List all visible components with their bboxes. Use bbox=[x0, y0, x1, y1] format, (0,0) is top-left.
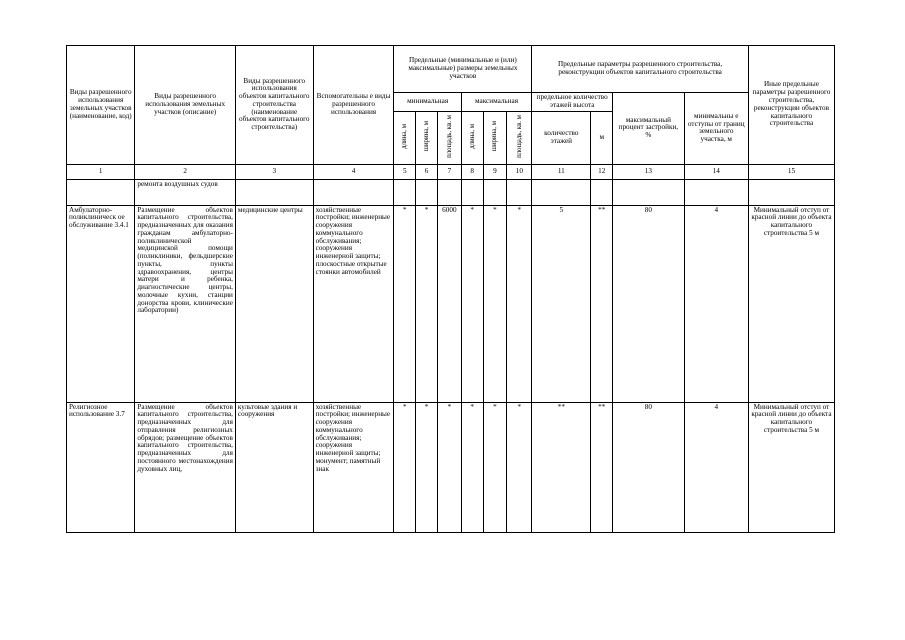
header-minimal: минимальная bbox=[394, 93, 461, 112]
col-number: 4 bbox=[313, 164, 394, 179]
cell-capital-objects bbox=[235, 179, 313, 205]
cell-other-params: Минимальный отступ от красной линии до объекта капитального строительства 5 м bbox=[748, 402, 834, 532]
header-group-sizes: Предельные (минимальные и (или) максимальные) размеры земельных участков bbox=[394, 46, 532, 93]
cell-max-width bbox=[483, 179, 507, 205]
header-group-params: Предельные параметры разрешенного строительства, реконструкции объектов капитального строительства bbox=[532, 46, 749, 93]
header-max-width: ширина, м bbox=[483, 111, 507, 164]
cell-capital-objects: культовые здания и сооружения bbox=[235, 402, 313, 532]
col-number: 13 bbox=[613, 164, 685, 179]
cell-min-length bbox=[394, 179, 416, 205]
header-row-1 bbox=[67, 46, 835, 93]
cell-floors: 5 bbox=[532, 205, 591, 402]
cell-max-percent: 80 bbox=[613, 402, 685, 532]
col-number: 7 bbox=[437, 164, 461, 179]
cell-max-length: * bbox=[461, 205, 483, 402]
cell-use-code: Амбулаторно-поликлиническ ое обслуживание 3.4.1 bbox=[67, 205, 135, 402]
col-number: 8 bbox=[461, 164, 483, 179]
cell-min-setback: 4 bbox=[684, 205, 748, 402]
header-floors: количество этажей bbox=[532, 111, 591, 164]
cell-max-area: * bbox=[507, 402, 532, 532]
cell-max-percent: 80 bbox=[613, 205, 685, 402]
cell-min-width: * bbox=[416, 402, 438, 532]
cell-min-area bbox=[437, 179, 461, 205]
col-number: 9 bbox=[483, 164, 507, 179]
cell-min-area: 6000 bbox=[437, 205, 461, 402]
col-number: 1 bbox=[67, 164, 135, 179]
column-numbers-row bbox=[67, 164, 835, 179]
col-number: 15 bbox=[748, 164, 834, 179]
header-min-setbacks: минимальны е отступы от границ земельного участка, м bbox=[684, 93, 748, 165]
cell-height bbox=[591, 179, 613, 205]
cell-max-area: * bbox=[507, 205, 532, 402]
col-number: 10 bbox=[507, 164, 532, 179]
cell-height: ** bbox=[591, 402, 613, 532]
cell-min-width: * bbox=[416, 205, 438, 402]
cell-max-width: * bbox=[483, 205, 507, 402]
cell-min-setback: 4 bbox=[684, 402, 748, 532]
cell-description: Размещение объектов капитального строительства, предназначенных для отправления религиозных обрядов; размещение объектов капитального строительства, предназначенных для постоянного местонахождения духовных лиц, bbox=[135, 402, 236, 532]
col-number: 11 bbox=[532, 164, 591, 179]
cell-description: Размещение объектов капитального строительства, предназначенных для оказания гражданам амбулаторно-поликлинической медицинской помощи (поликлиники, фельдшерские пункты, пункты здравоохранения, центры матери и ребенка, диагностические центры, молочные кухни, станции донорства крови, клинические лаборатории) bbox=[135, 205, 236, 402]
cell-min-setback bbox=[684, 179, 748, 205]
cell-height: ** bbox=[591, 205, 613, 402]
col-number: 5 bbox=[394, 164, 416, 179]
cell-min-length: * bbox=[394, 402, 416, 532]
header-min-length: длина, м bbox=[394, 111, 416, 164]
cell-other-params bbox=[748, 179, 834, 205]
header-col1: Виды разрешенного использования земельных участков (наименование, код) bbox=[67, 46, 135, 165]
cell-max-percent bbox=[613, 179, 685, 205]
cell-min-area: * bbox=[437, 402, 461, 532]
col-number: 14 bbox=[684, 164, 748, 179]
table-row bbox=[67, 179, 835, 205]
cell-max-length: * bbox=[461, 402, 483, 532]
header-meters: м bbox=[591, 111, 613, 164]
cell-min-length: * bbox=[394, 205, 416, 402]
cell-capital-objects: медицинские центры bbox=[235, 205, 313, 402]
table-row bbox=[67, 402, 835, 532]
cell-auxiliary-uses bbox=[313, 179, 394, 205]
header-col3: Виды разрешенного использования объектов капитального строительства (наименование объектов капитального строительства) bbox=[235, 46, 313, 165]
header-height-limit: предельное количество этажей высота bbox=[532, 93, 613, 112]
cell-auxiliary-uses: хозяйственные постройки; инженерные сооружения коммунального обслуживания; сооружения инженерной защиты; плоскостные открытые стоянки автомобилей bbox=[313, 205, 394, 402]
header-col4: Вспомогательны е виды разрешенного использования bbox=[313, 46, 394, 165]
header-min-width: ширина, м bbox=[416, 111, 438, 164]
header-max-percent: максимальный процент застройки, % bbox=[613, 93, 685, 165]
header-col15: Иные предельные параметры разрешенного строительства, реконструкции объектов капитального строительства bbox=[748, 46, 834, 165]
cell-description: ремонта воздушных судов bbox=[135, 179, 236, 205]
cell-floors: ** bbox=[532, 402, 591, 532]
cell-max-length bbox=[461, 179, 483, 205]
cell-use-code: Религиозное использование 3.7 bbox=[67, 402, 135, 532]
header-max-length: длина, м bbox=[461, 111, 483, 164]
header-col2: Виды разрешенного использования земельных участков (описание) bbox=[135, 46, 236, 165]
cell-other-params: Минимальный отступ от красной линии до объекта капитального строительства 5 м bbox=[748, 205, 834, 402]
col-number: 12 bbox=[591, 164, 613, 179]
cell-auxiliary-uses: хозяйственные постройки; инженерные сооружения коммунального обслуживания; сооружения инженерной защиты; монумент; памятный знак bbox=[313, 402, 394, 532]
col-number: 6 bbox=[416, 164, 438, 179]
cell-max-width: * bbox=[483, 402, 507, 532]
header-max-area: площадь, кв. м bbox=[507, 111, 532, 164]
regulations-table bbox=[66, 45, 835, 533]
cell-min-width bbox=[416, 179, 438, 205]
col-number: 3 bbox=[235, 164, 313, 179]
header-maximal: максимальная bbox=[461, 93, 532, 112]
col-number: 2 bbox=[135, 164, 236, 179]
cell-floors bbox=[532, 179, 591, 205]
cell-use-code bbox=[67, 179, 135, 205]
table-row bbox=[67, 205, 835, 402]
header-min-area: площадь, кв. м bbox=[437, 111, 461, 164]
cell-max-area bbox=[507, 179, 532, 205]
